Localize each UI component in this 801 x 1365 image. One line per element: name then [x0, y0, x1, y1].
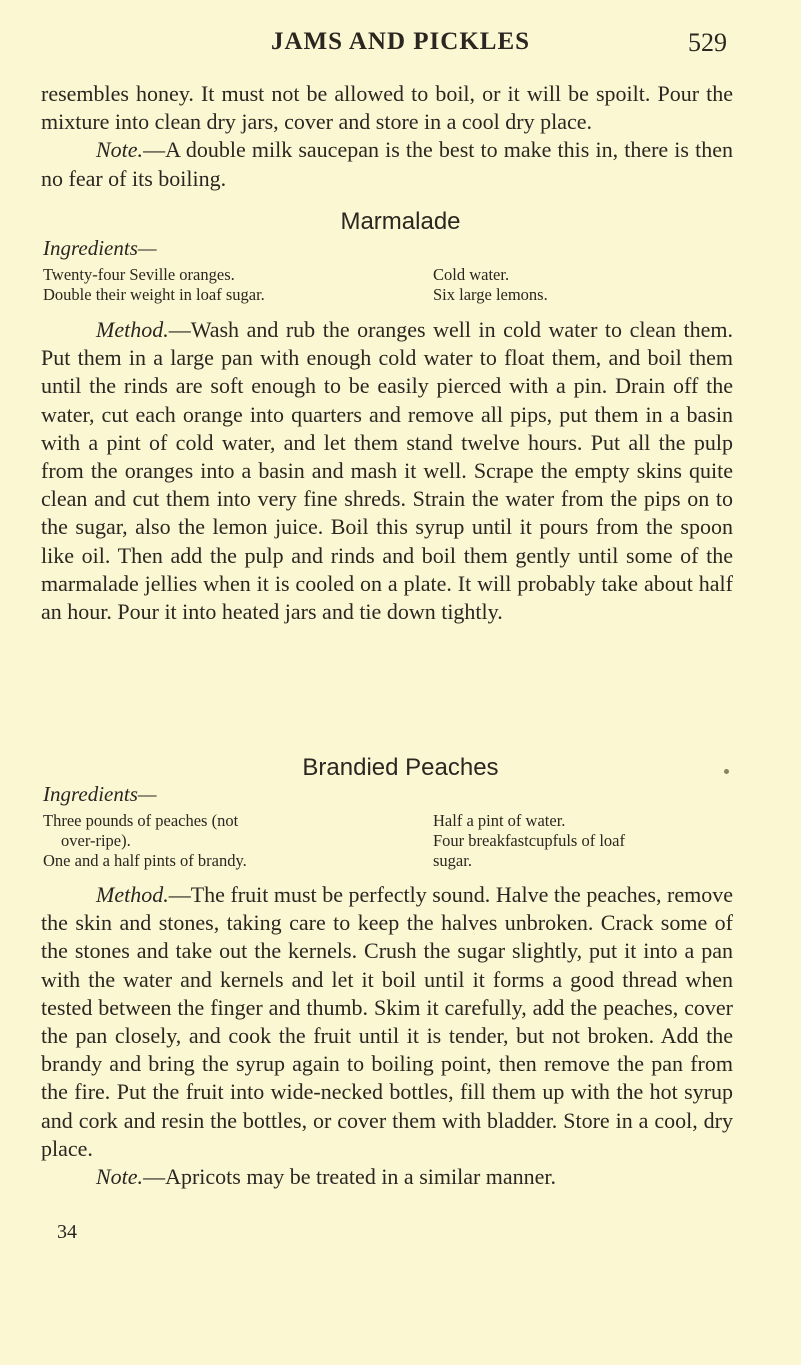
note-label: Note. — [96, 1164, 144, 1190]
brandied-peaches-note — [41, 1163, 733, 1191]
ingredient-item: Four breakfastcupfuls of loaf — [433, 831, 625, 850]
brandied-peaches-heading: Brandied Peaches — [302, 754, 499, 781]
ingredient-item: Half a pint of water. — [433, 811, 566, 830]
ingredient-item: Double their weight in loaf sugar. — [43, 285, 265, 304]
method-paragraph — [41, 881, 733, 1163]
marmalade-ingredients — [43, 265, 733, 305]
ingredient-item: Six large lemons. — [433, 285, 548, 304]
note-text: —A double milk saucepan is the best to make this in, there is then no fear of its boiling. — [41, 137, 733, 191]
brandied-peaches-method — [41, 881, 733, 1191]
ingredients-left-column — [43, 265, 373, 305]
method-text: —Wash and rub the oranges well in cold water to clean them. Put them in a large pan with enough cold water to float them, and boil them until the rinds are soft enough to be easily pierced with a pin. Drain off the water, cut each orange into quarters and remove all pips, put them in a basin with a pint of cold water, and let them stand twelve hours. Put all the pulp from the oranges into a basin and mash it well. Scrape the empty skins quite clean and cut them into very fine shreds. Strain the water from the pips on to the sugar, also the lemon juice. Boil this syrup until it pours from the spoon like oil. Then add the pulp and rinds and boil them gently until some of the marmalade jellies when it is cooled on a plate. It will probably take about half an hour. Pour it into heated jars and tie down tightly. — [41, 317, 733, 625]
marmalade-ingredients-label: Ingredients— — [43, 236, 157, 260]
intro-section — [41, 80, 733, 193]
ingredient-item: Three pounds of peaches (not — [43, 811, 239, 830]
ingredient-item: Cold water. — [433, 265, 510, 284]
ingredients-right-column — [433, 811, 733, 871]
intro-note — [41, 136, 733, 192]
ingredient-item-continued: over-ripe). — [61, 831, 131, 850]
method-label: Method. — [96, 882, 169, 907]
intro-paragraph: resembles honey. It must not be allowed to boil, or it will be spoilt. Pour the mixture into clean dry jars, cover and store in a cool dry place. — [41, 81, 733, 135]
method-label: Method. — [96, 317, 169, 342]
ingredient-item: One and a half pints of brandy. — [43, 851, 247, 870]
note-text: —Apricots may be treated in a similar manner. — [143, 1164, 557, 1190]
marmalade-heading: Marmalade — [340, 208, 461, 235]
brandied-peaches-ingredients — [43, 811, 733, 871]
ingredients-left-column — [43, 811, 373, 871]
method-text: —The fruit must be perfectly sound. Halve the peaches, remove the skin and stones, taking care to keep the halves unbroken. Crack some of the stones and take out the kernels. Crush the sugar slightly, put it into a pan with the water and kernels and let it boil until it forms a good thread when tested between the finger and thumb. Skim it carefully, add the peaches, cover the pan closely, and cook the fruit until it is tender, but not broken. Add the brandy and bring the syrup again to boiling point, then remove the pan from the fire. Put the fruit into wide-necked bottles, fill them up with the hot syrup and cork and resin the bottles, or cover them with bladder. Store in a cool, dry place. — [41, 882, 733, 1161]
marmalade-method — [41, 316, 733, 626]
method-paragraph — [41, 316, 733, 626]
page-number: 529 — [688, 28, 727, 57]
running-head — [0, 28, 801, 58]
signature-mark: 34 — [57, 1221, 77, 1243]
note-label: Note. — [96, 137, 144, 163]
ingredient-item: Twenty-four Seville oranges. — [43, 265, 235, 284]
running-title: JAMS AND PICKLES — [270, 28, 531, 55]
ingredients-right-column — [433, 265, 733, 305]
ingredient-item-continued: sugar. — [433, 851, 472, 870]
brandied-peaches-ingredients-label: Ingredients— — [43, 782, 157, 806]
